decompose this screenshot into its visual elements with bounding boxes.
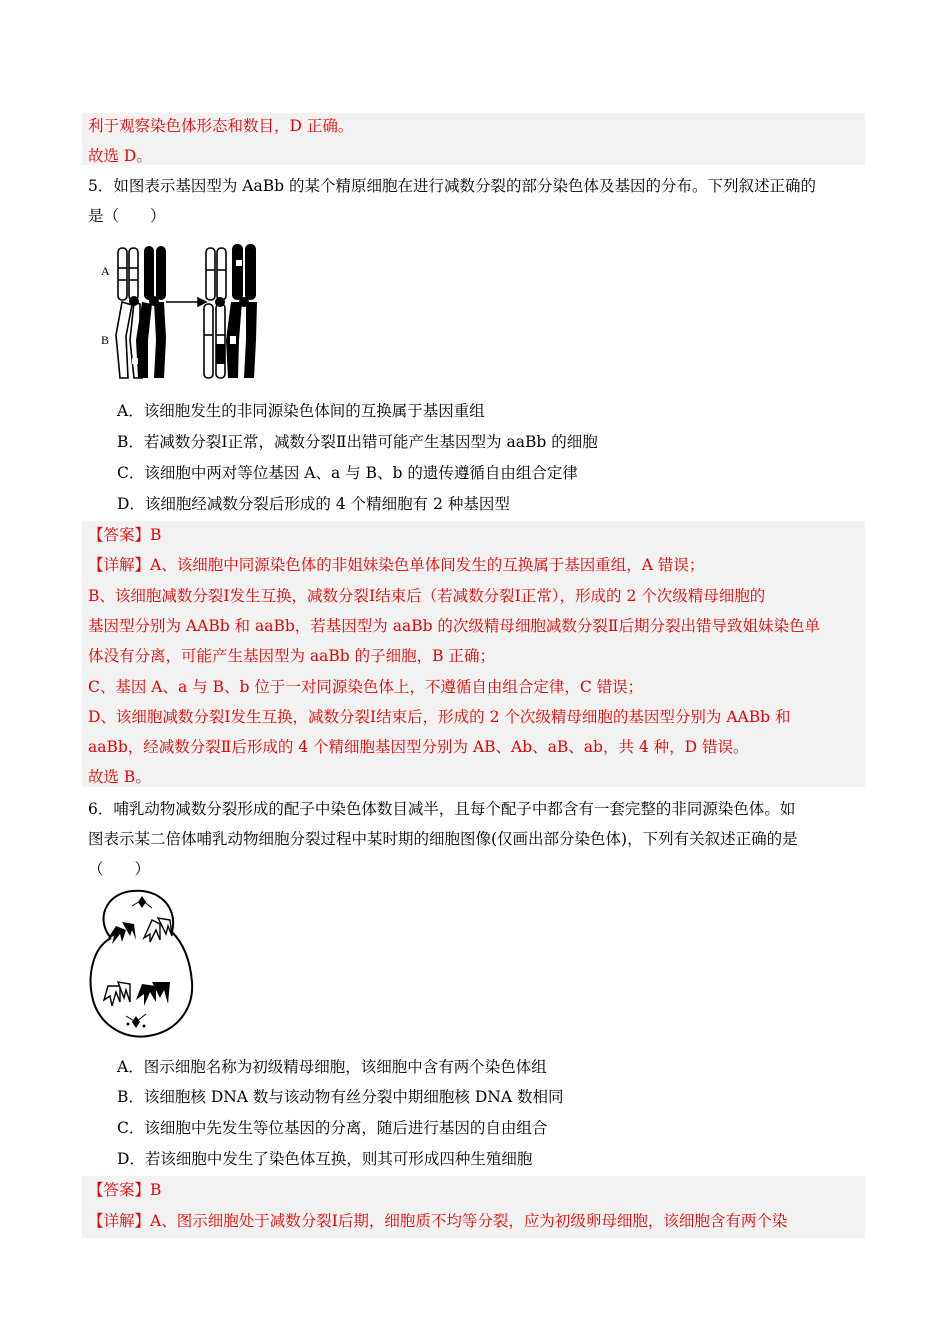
arrow-icon bbox=[166, 298, 206, 306]
q5-option-b: B．若减数分裂Ⅰ正常，减数分裂Ⅱ出错可能产生基因型为 aaBb 的细胞 bbox=[117, 433, 598, 451]
q6-option-a: A．图示细胞名称为初级精母细胞，该细胞中含有两个染色体组 bbox=[117, 1058, 547, 1076]
q5-chromosome-figure bbox=[96, 240, 276, 386]
q6-cell-figure bbox=[86, 886, 198, 1042]
q5-option-a: A．该细胞发生的非同源染色体间的互换属于基因重组 bbox=[117, 402, 485, 420]
q5-answer: 【答案】B bbox=[88, 526, 162, 544]
prev-answer-conclusion: 故选 D。 bbox=[88, 147, 152, 165]
q5-option-c: C．该细胞中两对等位基因 A、a 与 B、b 的遗传遵循自由组合定律 bbox=[117, 464, 578, 482]
q5-label-a: A bbox=[101, 264, 110, 278]
prev-answer-line: 利于观察染色体形态和数目，D 正确。 bbox=[88, 117, 354, 135]
q5-conclusion: 故选 B。 bbox=[88, 768, 151, 786]
q6-answer: 【答案】B bbox=[88, 1181, 162, 1199]
lower-chromosomes-white bbox=[104, 982, 130, 1006]
q6-stem-line2: 图表示某二倍体哺乳动物细胞分裂过程中某时期的细胞图像(仅画出部分染色体)，下列有关叙述正确的是 bbox=[88, 830, 798, 848]
q6-option-d: D．若该细胞中发生了染色体互换，则其可形成四种生殖细胞 bbox=[117, 1150, 533, 1168]
q5-stem-line1: 5．如图表示基因型为 AaBb 的某个精原细胞在进行减数分裂的部分染色体及基因的分布。下列叙述正确的 bbox=[88, 177, 816, 195]
q6-option-c: C．该细胞中先发生等位基因的分离，随后进行基因的自由组合 bbox=[117, 1119, 548, 1137]
q6-stem-line3: （ ） bbox=[88, 860, 151, 878]
q5-option-d: D．该细胞经减数分裂后形成的 4 个精细胞有 2 种基因型 bbox=[117, 495, 510, 513]
upper-chromosomes-black bbox=[108, 922, 136, 944]
upper-centrosome bbox=[132, 896, 152, 908]
q5-stem-line2: 是（ ） bbox=[88, 207, 166, 225]
q5-explain-line: C、基因 A、a 与 B、b 位于一对同源染色体上，不遵循自由组合定律，C 错误； bbox=[88, 678, 644, 696]
q6-stem-line1: 6．哺乳动物减数分裂形成的配子中染色体数目减半，且每个配子中都含有一套完整的非同源染色体。如 bbox=[88, 800, 796, 818]
q5-explain-line: 体没有分离，可能产生基因型为 aaBb 的子细胞，B 正确； bbox=[88, 647, 495, 665]
q5-explain-line: aaBb，经减数分裂Ⅱ后形成的 4 个精细胞基因型分别为 AB、Ab、aB、ab，共 4 种，D 错误。 bbox=[88, 738, 749, 756]
upper-chromosomes-white bbox=[144, 918, 172, 942]
q6-option-b: B．该细胞核 DNA 数与该动物有丝分裂中期细胞核 DNA 数相同 bbox=[117, 1088, 564, 1106]
q6-explain-line: 【详解】A、图示细胞处于减数分裂Ⅰ后期，细胞质不均等分裂，应为初级卵母细胞，该细胞含有两个染 bbox=[88, 1212, 788, 1230]
lower-chromosomes-black bbox=[136, 982, 170, 1006]
q5-explain-line: B、该细胞减数分裂Ⅰ发生互换，减数分裂Ⅰ结束后（若减数分裂Ⅰ正常），形成的 2 个次级精母细胞的 bbox=[88, 587, 766, 605]
q5-explain-line: 【详解】A、该细胞中同源染色体的非姐妹染色单体间发生的互换属于基因重组，A 错误； bbox=[88, 556, 705, 574]
lower-centrosome bbox=[126, 1014, 146, 1028]
q5-explain-line: D、该细胞减数分裂Ⅰ发生互换，减数分裂Ⅰ结束后，形成的 2 个次级精母细胞的基因型分别为 AABb 和 bbox=[88, 708, 791, 726]
q5-explain-line: 基因型分别为 AABb 和 aaBb，若基因型为 aaBb 的次级精母细胞减数分裂Ⅱ后期分裂出错导致姐妹染色单 bbox=[88, 617, 820, 635]
q5-label-b: B bbox=[101, 333, 110, 347]
left-homolog-black bbox=[136, 246, 166, 378]
